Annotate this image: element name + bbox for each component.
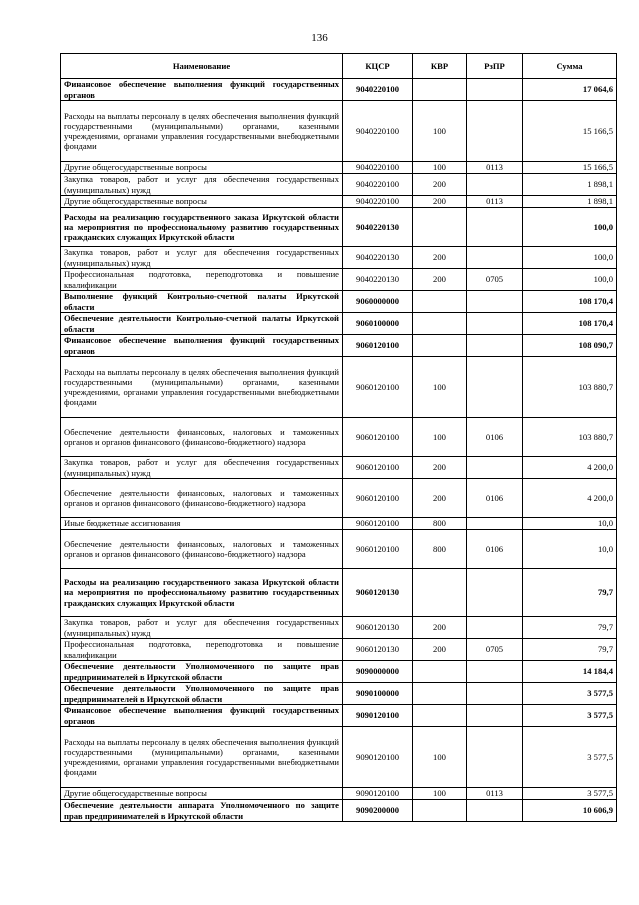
row-name: Финансовое обеспечение выполнения функций государственных органов <box>61 335 343 357</box>
row-code: 9090120100 <box>343 705 413 727</box>
row-code: 9060120130 <box>343 569 413 617</box>
header-sum: Сумма <box>523 54 617 79</box>
row-code: 9060120100 <box>343 335 413 357</box>
row-name: Другие общегосударственные вопросы <box>61 196 343 208</box>
row-sum: 108 090,7 <box>523 335 617 357</box>
row-name: Финансовое обеспечение выполнения функций государственных органов <box>61 79 343 101</box>
row-kvr: 100 <box>413 727 467 788</box>
row-name: Обеспечение деятельности финансовых, налоговых и таможенных органов и органов финансового (финансово-бюджетного) надзора <box>61 530 343 569</box>
row-code: 9060120100 <box>343 518 413 530</box>
table-row <box>61 800 617 822</box>
row-name: Обеспечение деятельности финансовых, налоговых и таможенных органов и органов финансового (финансово-бюджетного) надзора <box>61 479 343 518</box>
row-kvr <box>413 661 467 683</box>
row-rzpr <box>467 335 523 357</box>
row-code: 9040220100 <box>343 162 413 174</box>
row-rzpr <box>467 313 523 335</box>
row-sum: 15 166,5 <box>523 101 617 162</box>
row-code: 9090120100 <box>343 727 413 788</box>
table-row <box>61 208 617 247</box>
row-kvr: 100 <box>413 788 467 800</box>
row-kvr: 100 <box>413 101 467 162</box>
row-rzpr <box>467 683 523 705</box>
row-code: 9040220130 <box>343 247 413 269</box>
row-rzpr: 0106 <box>467 418 523 457</box>
row-kvr: 200 <box>413 457 467 479</box>
table-row <box>61 479 617 518</box>
row-kvr: 100 <box>413 357 467 418</box>
row-rzpr: 0113 <box>467 162 523 174</box>
row-name: Расходы на реализацию государственного заказа Иркутской области на мероприятия по профессиональному развитию государственных гражданских служащих Иркутской области <box>61 208 343 247</box>
row-code: 9090000000 <box>343 661 413 683</box>
row-name: Профессиональная подготовка, переподготовка и повышение квалификации <box>61 639 343 661</box>
row-kvr: 200 <box>413 639 467 661</box>
row-sum: 10,0 <box>523 530 617 569</box>
header-name: Наименование <box>61 54 343 79</box>
row-code: 9040220100 <box>343 196 413 208</box>
row-name: Иные бюджетные ассигнования <box>61 518 343 530</box>
table-row <box>61 457 617 479</box>
row-rzpr <box>467 569 523 617</box>
row-kvr: 200 <box>413 247 467 269</box>
row-sum: 108 170,4 <box>523 313 617 335</box>
table-row <box>61 617 617 639</box>
table-row <box>61 639 617 661</box>
row-name: Расходы на выплаты персоналу в целях обеспечения выполнения функций государственными (муниципальными) органами, казенными учреждениями, органами управления государственными внебюджетными фондами <box>61 357 343 418</box>
row-name: Закупка товаров, работ и услуг для обеспечения государственных (муниципальных) нужд <box>61 174 343 196</box>
table-header-row <box>61 54 617 79</box>
table-row <box>61 291 617 313</box>
row-code: 9060120100 <box>343 357 413 418</box>
row-kvr: 100 <box>413 162 467 174</box>
row-code: 9060100000 <box>343 313 413 335</box>
row-rzpr <box>467 208 523 247</box>
row-sum: 4 200,0 <box>523 457 617 479</box>
row-sum: 3 577,5 <box>523 705 617 727</box>
row-name: Расходы на выплаты персоналу в целях обеспечения выполнения функций государственными (муниципальными) органами, казенными учреждениями, органами управления государственными внебюджетными фондами <box>61 101 343 162</box>
row-kvr <box>413 335 467 357</box>
row-sum: 103 880,7 <box>523 418 617 457</box>
row-rzpr <box>467 617 523 639</box>
row-rzpr <box>467 247 523 269</box>
row-sum: 79,7 <box>523 617 617 639</box>
table-row <box>61 313 617 335</box>
table-row <box>61 269 617 291</box>
row-rzpr <box>467 291 523 313</box>
row-rzpr <box>467 357 523 418</box>
row-sum: 1 898,1 <box>523 174 617 196</box>
row-code: 9060120100 <box>343 418 413 457</box>
table-row <box>61 705 617 727</box>
row-sum: 103 880,7 <box>523 357 617 418</box>
row-rzpr <box>467 79 523 101</box>
row-sum: 100,0 <box>523 269 617 291</box>
row-name: Расходы на реализацию государственного заказа Иркутской области на мероприятия по профессиональному развитию государственных гражданских служащих Иркутской области <box>61 569 343 617</box>
budget-table <box>60 53 617 822</box>
row-rzpr <box>467 800 523 822</box>
row-code: 9060000000 <box>343 291 413 313</box>
row-rzpr <box>467 705 523 727</box>
row-name: Обеспечение деятельности Уполномоченного по защите прав предпринимателей в Иркутской области <box>61 661 343 683</box>
table-row <box>61 357 617 418</box>
row-sum: 14 184,4 <box>523 661 617 683</box>
row-code: 9040220130 <box>343 208 413 247</box>
row-rzpr: 0106 <box>467 479 523 518</box>
row-rzpr <box>467 727 523 788</box>
row-kvr <box>413 208 467 247</box>
row-kvr: 100 <box>413 418 467 457</box>
row-rzpr <box>467 661 523 683</box>
table-row <box>61 79 617 101</box>
row-kvr: 200 <box>413 617 467 639</box>
row-sum: 79,7 <box>523 569 617 617</box>
row-kvr <box>413 313 467 335</box>
row-sum: 108 170,4 <box>523 291 617 313</box>
header-code: КЦСР <box>343 54 413 79</box>
row-kvr <box>413 569 467 617</box>
row-rzpr <box>467 518 523 530</box>
table-row <box>61 727 617 788</box>
row-kvr: 200 <box>413 174 467 196</box>
row-kvr <box>413 683 467 705</box>
row-code: 9060120130 <box>343 639 413 661</box>
row-name: Финансовое обеспечение выполнения функций государственных органов <box>61 705 343 727</box>
row-kvr: 800 <box>413 530 467 569</box>
row-sum: 10,0 <box>523 518 617 530</box>
row-kvr <box>413 705 467 727</box>
row-sum: 17 064,6 <box>523 79 617 101</box>
row-name: Другие общегосударственные вопросы <box>61 162 343 174</box>
row-code: 9090120100 <box>343 788 413 800</box>
table-row <box>61 683 617 705</box>
row-rzpr <box>467 457 523 479</box>
row-name: Выполнение функций Контрольно-счетной палаты Иркутской области <box>61 291 343 313</box>
table-row <box>61 101 617 162</box>
row-code: 9090200000 <box>343 800 413 822</box>
row-name: Закупка товаров, работ и услуг для обеспечения государственных (муниципальных) нужд <box>61 457 343 479</box>
table-row <box>61 247 617 269</box>
row-rzpr: 0705 <box>467 639 523 661</box>
row-code: 9060120130 <box>343 617 413 639</box>
table-row <box>61 569 617 617</box>
row-kvr <box>413 79 467 101</box>
row-rzpr: 0113 <box>467 196 523 208</box>
row-sum: 15 166,5 <box>523 162 617 174</box>
row-rzpr: 0113 <box>467 788 523 800</box>
row-sum: 1 898,1 <box>523 196 617 208</box>
row-code: 9090100000 <box>343 683 413 705</box>
row-name: Обеспечение деятельности аппарата Уполномоченного по защите прав предпринимателей в Иркутской области <box>61 800 343 822</box>
row-kvr: 200 <box>413 269 467 291</box>
row-code: 9040220100 <box>343 79 413 101</box>
header-kvr: КВР <box>413 54 467 79</box>
row-name: Обеспечение деятельности Уполномоченного по защите прав предпринимателей в Иркутской области <box>61 683 343 705</box>
table-row <box>61 335 617 357</box>
row-sum: 4 200,0 <box>523 479 617 518</box>
row-kvr: 200 <box>413 196 467 208</box>
table-row <box>61 661 617 683</box>
row-code: 9040220100 <box>343 101 413 162</box>
table-row <box>61 174 617 196</box>
row-name: Закупка товаров, работ и услуг для обеспечения государственных (муниципальных) нужд <box>61 247 343 269</box>
row-rzpr: 0106 <box>467 530 523 569</box>
header-rzpr: РзПР <box>467 54 523 79</box>
row-code: 9040220130 <box>343 269 413 291</box>
page-number: 136 <box>311 32 328 44</box>
table-row <box>61 518 617 530</box>
table-row <box>61 162 617 174</box>
row-code: 9060120100 <box>343 530 413 569</box>
table-row <box>61 788 617 800</box>
row-name: Обеспечение деятельности финансовых, налоговых и таможенных органов и органов финансового (финансово-бюджетного) надзора <box>61 418 343 457</box>
row-code: 9060120100 <box>343 457 413 479</box>
row-sum: 10 606,9 <box>523 800 617 822</box>
row-code: 9040220100 <box>343 174 413 196</box>
row-kvr <box>413 291 467 313</box>
row-rzpr: 0705 <box>467 269 523 291</box>
row-name: Другие общегосударственные вопросы <box>61 788 343 800</box>
row-kvr: 200 <box>413 479 467 518</box>
row-rzpr <box>467 174 523 196</box>
row-sum: 3 577,5 <box>523 788 617 800</box>
table-row <box>61 530 617 569</box>
row-kvr <box>413 800 467 822</box>
table-row <box>61 196 617 208</box>
row-sum: 100,0 <box>523 208 617 247</box>
table-row <box>61 418 617 457</box>
row-name: Расходы на выплаты персоналу в целях обеспечения выполнения функций государственными (муниципальными) органами, казенными учреждениями, органами управления государственными внебюджетными фондами <box>61 727 343 788</box>
row-name: Обеспечение деятельности Контрольно-счетной палаты Иркутской области <box>61 313 343 335</box>
row-kvr: 800 <box>413 518 467 530</box>
row-sum: 79,7 <box>523 639 617 661</box>
row-sum: 100,0 <box>523 247 617 269</box>
row-name: Профессиональная подготовка, переподготовка и повышение квалификации <box>61 269 343 291</box>
row-name: Закупка товаров, работ и услуг для обеспечения государственных (муниципальных) нужд <box>61 617 343 639</box>
row-sum: 3 577,5 <box>523 683 617 705</box>
row-code: 9060120100 <box>343 479 413 518</box>
row-sum: 3 577,5 <box>523 727 617 788</box>
row-rzpr <box>467 101 523 162</box>
